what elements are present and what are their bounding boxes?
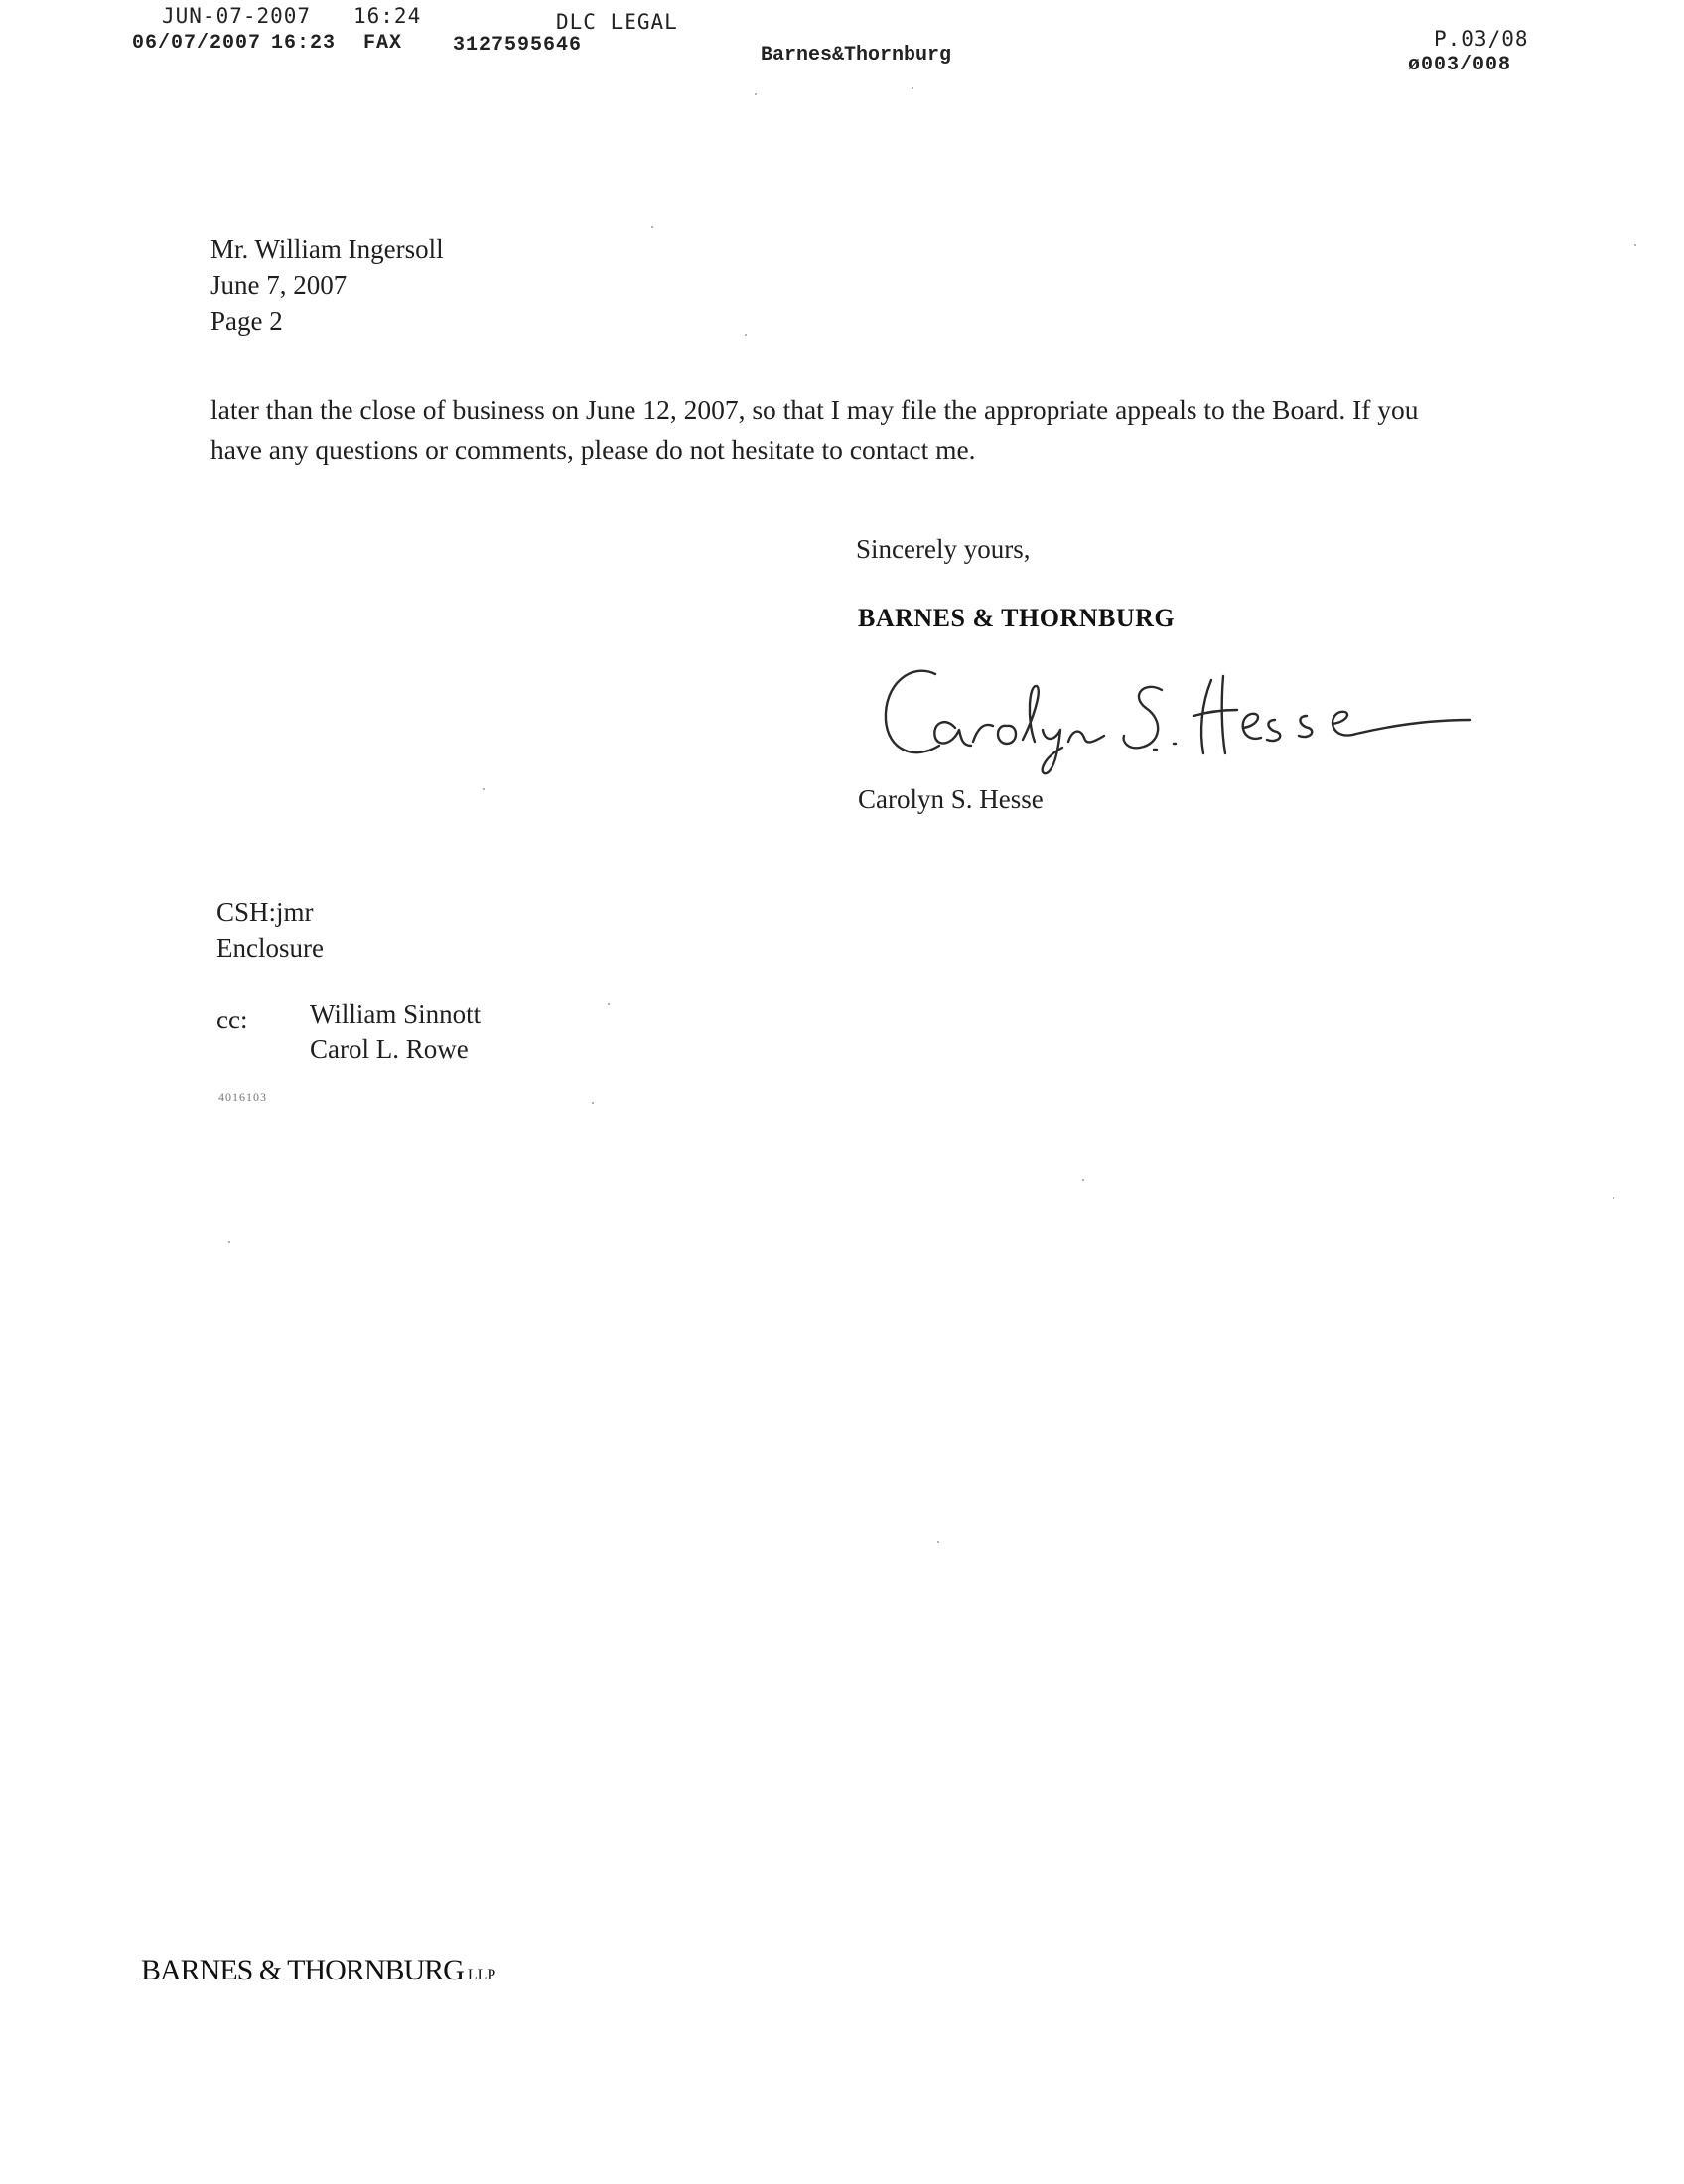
- document-number: 4016103: [218, 1090, 267, 1104]
- closing-firm-name: BARNES & THORNBURG: [858, 604, 1176, 632]
- scan-speck: [483, 788, 485, 790]
- page-number: Page 2: [210, 306, 283, 336]
- scan-speck: [592, 1102, 594, 1104]
- fax-page-indicator-2: ø003/008: [1408, 54, 1512, 76]
- scan-speck: [912, 87, 913, 89]
- letter-date: June 7, 2007: [210, 270, 348, 300]
- cc-label: cc:: [216, 1005, 248, 1034]
- fax-label: FAX: [363, 32, 403, 55]
- scan-speck: [608, 1003, 610, 1005]
- scan-speck: [755, 93, 757, 95]
- fax-date-2: 06/07/2007: [132, 32, 262, 55]
- fax-time-2: 16:23: [271, 32, 337, 55]
- fax-date-1: JUN-07-2007: [162, 4, 312, 28]
- cc-recipient: William Sinnott: [310, 999, 482, 1028]
- footer-logo-suffix: LLP: [467, 1967, 496, 1983]
- scan-speck: [1082, 1179, 1084, 1181]
- cc-recipient: Carol L. Rowe: [310, 1034, 469, 1064]
- enclosure-notation: Enclosure: [216, 933, 324, 963]
- typist-initials: CSH:jmr: [216, 897, 314, 927]
- signer-name: Carolyn S. Hesse: [858, 784, 1044, 814]
- fax-firm-name: Barnes&Thornburg: [761, 44, 952, 67]
- footer-logo-text: BARNES & THORNBURG: [141, 1954, 464, 1986]
- fax-sender-name: DLC LEGAL: [556, 10, 678, 34]
- scan-speck: [1613, 1197, 1614, 1199]
- scan-speck: [651, 226, 653, 228]
- closing-salutation: Sincerely yours,: [856, 534, 1031, 564]
- fax-number: 3127595646: [453, 34, 583, 57]
- signature-image: [874, 650, 1489, 789]
- fax-time-1: 16:24: [353, 4, 422, 28]
- scan-speck: [228, 1241, 230, 1243]
- fax-page-indicator-1: P.03/08: [1434, 27, 1529, 51]
- recipient-name: Mr. William Ingersoll: [210, 234, 444, 264]
- scan-speck: [937, 1541, 939, 1543]
- body-paragraph: later than the close of business on June 12, 2007, so that I may file the appropriate appeals to the Board. If you have any questions or comments, please do not hesitate to contact me.: [210, 394, 1419, 465]
- scan-speck: [1634, 244, 1636, 246]
- footer-firm-logo: [141, 1954, 495, 1987]
- scan-speck: [745, 334, 747, 336]
